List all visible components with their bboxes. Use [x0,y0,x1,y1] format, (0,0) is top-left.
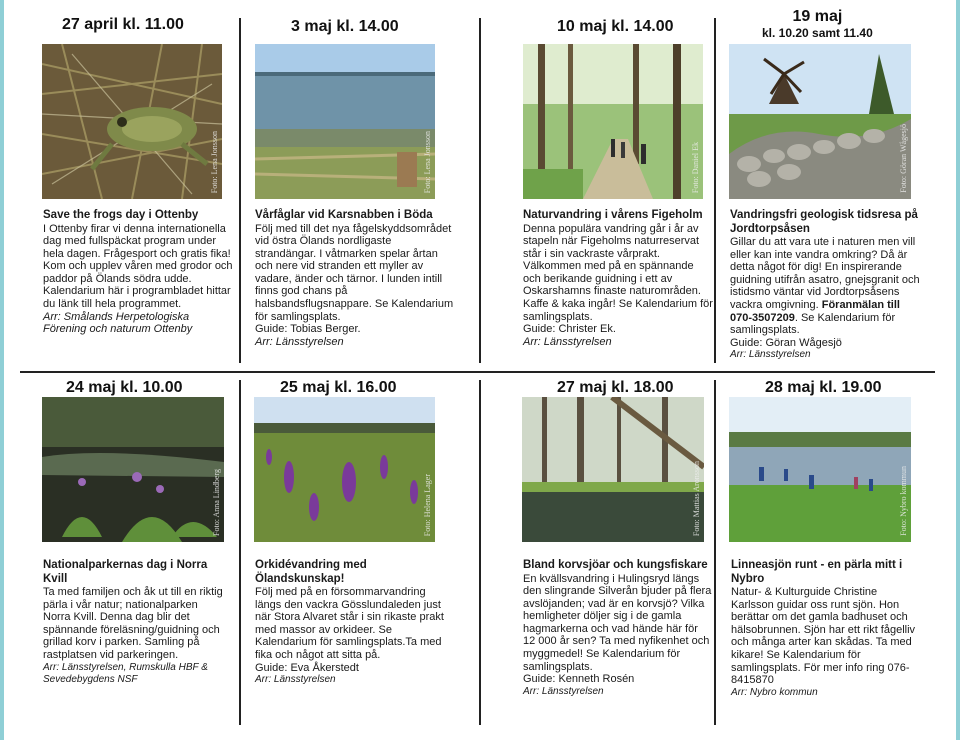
event-guide: Guide: Christer Ek. [523,323,616,336]
event-organizer: Arr: Länsstyrelsen [255,335,344,348]
event-guide: Guide: Kenneth Rosén [523,673,635,686]
event-organizer: Arr: Länsstyrelsen [523,335,612,348]
shore-photo [255,44,435,199]
frog-photo [42,44,222,199]
event-body: Ta med familjen och åk ut till en riktig pärla i vår natur; nationalparken Norra Kvill. Denna dag blir det spännande föreläsning/guidning och grillad korv i parken. Samling på rastplatsen vid parkeringen. [43,586,223,661]
event-organizer: Arr: Länsstyrelsen [523,685,604,697]
photo-credit: Foto: Göran Wågesjö [899,124,908,193]
event-title: Bland korvsjöar och kungsfiskare [523,559,708,571]
event-body: Följ med på en försommarvandring längs den vackra Gösslundaleden just när Stora Alvaret står i sin rikaste prakt med massor av orkideer. Se Kalendarium för samlingsplats.Ta med fika och något att sitta på. [255,586,444,661]
event-title: Orkidévandring med Ölandskunskap! [255,559,367,585]
event-date: 3 maj kl. 14.00 [291,18,399,35]
orchid-meadow-photo [254,397,435,542]
event-body: Följ med till det nya fågelskyddsområdet vid östra Ölands nordligaste strandängar. I våtmarken spelar årtan och nere vid stranden ett myller av vadare, änder och tärnor. I lunden intill finns god chans på halsbandsflugsnappare. Se Kalendarium för samlingsplats. [255,222,454,323]
event-description [523,209,713,348]
column-divider [239,18,241,363]
photo-credit: Foto: Lena Jonsson [210,130,219,193]
event-description [731,559,921,699]
photo-credit: Foto: Anna Lindberg [212,469,221,536]
photo-credit: Foto: Daniel Ek [691,141,700,193]
column-divider [479,18,481,363]
event-body: Natur- & Kulturguide Christine Karlsson guidar oss runt sjön. Hon berättar om det gamla badhuset och hälsobrunnen. Sjön har ett rikt fågelliv och många arter kan skådas. Ta med kikare! Se Kalendarium för samlingsplats. För mer info ring 076-8415870 [731,586,916,687]
event-body: Gillar du att vara ute i naturen men vill eller kan inte vandra omkring? Då är detta något för dig! En inspirerande guidning utifrån asatro, gnejsgranit och istidsmo väntar vid Jordtorpsåsens vackra omgivning. Föranmälan till 070-3507209. Se Kalendarium för samlingsplats. [730,236,920,337]
event-organizer: Arr: Länsstyrelsen [730,349,811,361]
event-description [523,559,713,698]
event-date: 27 maj kl. 18.00 [557,379,674,396]
event-description [43,559,228,687]
event-date: 24 maj kl. 10.00 [66,379,183,396]
event-title: Naturvandring i vårens Figeholm [523,209,703,221]
event-description [730,209,925,362]
event-organizer: Arr: Länsstyrelsen [255,674,336,686]
event-date [762,8,873,42]
photo-credit: Foto: Nybro kommun [899,466,908,536]
photo-credit: Foto: Mattias Aronsson [692,460,701,536]
event-date-times: kl. 10.20 samt 11.40 [762,26,873,40]
event-description [255,209,455,348]
column-divider [479,380,481,725]
forest-walk-photo [523,44,703,199]
event-description [255,559,450,687]
event-date: 25 maj kl. 16.00 [280,379,397,396]
registration-phone: Föranmälan till 070-3507209 [730,298,900,324]
event-organizer: Arr: Nybro kommun [731,686,818,698]
column-divider [239,380,241,725]
wetland-forest-photo [522,397,704,542]
orchid-forest-photo [42,397,224,542]
event-guide: Guide: Tobias Berger. [255,323,361,336]
event-body: I Ottenby firar vi denna internationella dag med fullspäckat program under hela dagen. Frågesport och gratis fika! Kom och upplev våren med grodor och paddor på Ölands södra udde. Kalendarium här i programbladet hittar du länk till hela programmet. [43,222,233,311]
event-title: Nationalparkernas dag i Norra Kvill [43,559,208,585]
right-border [956,0,960,740]
event-body: En kvällsvandring i Hulingsryd längs den slingrande Silverån bjuder på flera avslöjanden; vad är en korvsjö? Vilka hemligheter döljer sig i de gamla hagmarkerna och vad hände här för 12 000 år sen? Ta med nyfikenhet och myggmedel! Se Kalendarium för samlingsplats. [523,572,712,673]
event-title: Vårfåglar vid Karsnabben i Böda [255,209,433,221]
event-guide: Guide: Göran Wågesjö [730,336,842,349]
stone-wall-photo [729,44,911,199]
event-date: 10 maj kl. 14.00 [557,18,674,35]
event-title: Save the frogs day i Ottenby [43,209,199,221]
event-organizer: Arr: Länsstyrelsen, Rumskulla HBF & Sevedebygdens NSF [43,661,208,686]
row-divider [20,371,935,373]
event-date-day: 19 maj [792,8,843,25]
left-border [0,0,4,740]
event-title: Linneasjön runt - en pärla mitt i Nybro [731,559,903,585]
event-date: 27 april kl. 11.00 [62,16,184,33]
event-guide: Guide: Eva Åkerstedt [255,661,359,674]
lake-photo [729,397,911,542]
event-body: Denna populära vandring går i år av stapeln när Figeholms naturreservat står i sin vackraste vårprakt. Välkommen med på en spännande och berikande guidning i ett av Oskarshamns finaste naturområden. Kaffe & kaka ingår! Se Kalendarium för samlingsplats. [523,222,713,323]
event-organizer: Arr: Smålands Herpetologiska Förening och naturum Ottenby [43,310,193,336]
column-divider [714,18,716,363]
column-divider [714,380,716,725]
photo-credit: Foto: Helena Lager [423,473,432,536]
event-title: Vandringsfri geologisk tidsresa på Jordtorpsåsen [730,209,918,235]
event-description [43,209,233,336]
photo-credit: Foto: Lena Jonsson [423,130,432,193]
event-date: 28 maj kl. 19.00 [765,379,882,396]
